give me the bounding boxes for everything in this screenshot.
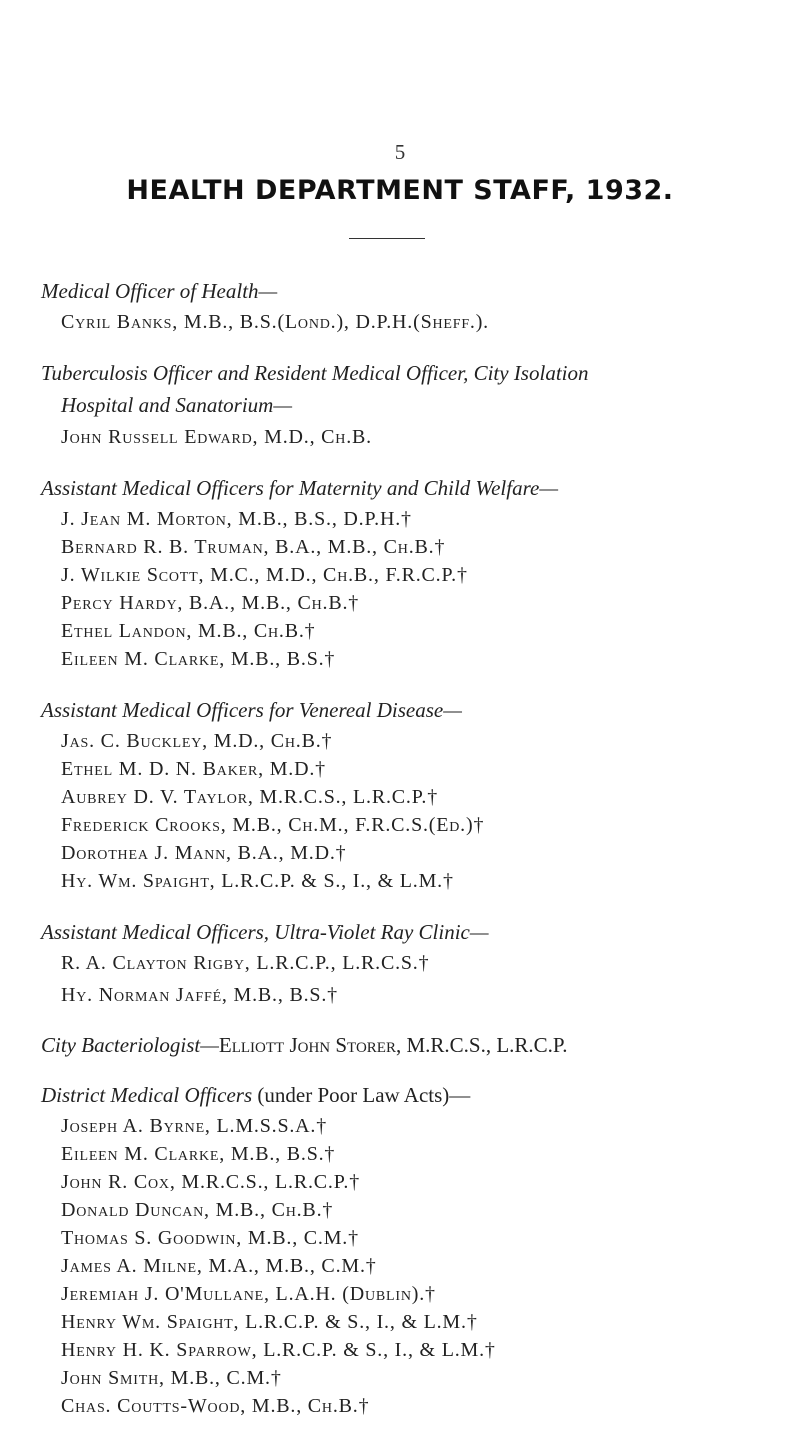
list-item: John Smith, M.B., C.M.†: [61, 1367, 282, 1389]
divider: [349, 238, 425, 239]
list-item: R. A. Clayton Rigby, L.R.C.P., L.R.C.S.†: [61, 952, 430, 974]
bacteriologist-label: City Bacteriologist—: [41, 1033, 219, 1057]
section-title-tb-continued: Hospital and Sanatorium—: [61, 393, 293, 417]
bacteriologist-name: Elliott John Storer, M.R.C.S., L.R.C.P.: [218, 1033, 568, 1057]
list-item: Ethel M. D. N. Baker, M.D.†: [61, 758, 326, 780]
district-label: District Medical Officers: [41, 1083, 253, 1107]
list-item: John Russell Edward, M.D., Ch.B.: [61, 426, 372, 448]
section-title-district: [41, 1083, 470, 1108]
section-title-bacteriologist: [41, 1033, 568, 1058]
list-item: Jas. C. Buckley, M.D., Ch.B.†: [61, 730, 333, 752]
list-item: Chas. Coutts-Wood, M.B., Ch.B.†: [61, 1395, 370, 1417]
list-item: James A. Milne, M.A., M.B., C.M.†: [61, 1255, 377, 1277]
page-number: 5: [394, 140, 406, 164]
page-title: HEALTH DEPARTMENT STAFF, 1932.: [126, 175, 674, 206]
list-item: Eileen M. Clarke, M.B., B.S.†: [61, 1143, 336, 1165]
section-title-tb: Tuberculosis Officer and Resident Medical Officer, City Isolation: [41, 361, 589, 385]
list-item: Hy. Wm. Spaight, L.R.C.P. & S., I., & L.M.†: [61, 870, 454, 892]
list-item: Henry H. K. Sparrow, L.R.C.P. & S., I., & L.M.†: [61, 1339, 496, 1361]
list-item: Eileen M. Clarke, M.B., B.S.†: [61, 648, 336, 670]
list-item: Aubrey D. V. Taylor, M.R.C.S., L.R.C.P.†: [61, 786, 439, 808]
list-item: Donald Duncan, M.B., Ch.B.†: [61, 1199, 334, 1221]
section-title-moh: Medical Officer of Health—: [41, 279, 278, 303]
list-item: Bernard R. B. Truman, B.A., M.B., Ch.B.†: [61, 536, 446, 558]
list-item: Dorothea J. Mann, B.A., M.D.†: [61, 842, 347, 864]
list-item: Joseph A. Byrne, L.M.S.S.A.†: [61, 1115, 328, 1137]
list-item: J. Wilkie Scott, M.C., M.D., Ch.B., F.R.C.P.†: [61, 564, 468, 586]
list-item: Percy Hardy, B.A., M.B., Ch.B.†: [61, 592, 360, 614]
section-title-maternity: Assistant Medical Officers for Maternity and Child Welfare—: [41, 476, 558, 500]
list-item: John R. Cox, M.R.C.S., L.R.C.P.†: [61, 1171, 361, 1193]
list-item: Thomas S. Goodwin, M.B., C.M.†: [61, 1227, 359, 1249]
list-item: Henry Wm. Spaight, L.R.C.P. & S., I., & L.M.†: [61, 1311, 478, 1333]
list-item: J. Jean M. Morton, M.B., B.S., D.P.H.†: [61, 508, 412, 530]
list-item: Jeremiah J. O'Mullane, L.A.H. (Dublin).†: [61, 1283, 436, 1305]
list-item: Ethel Landon, M.B., Ch.B.†: [61, 620, 316, 642]
section-title-venereal: Assistant Medical Officers for Venereal Disease—: [41, 698, 462, 722]
list-item: Frederick Crooks, M.B., Ch.M., F.R.C.S.(Ed.)†: [61, 814, 485, 836]
list-item: Hy. Norman Jaffé, M.B., B.S.†: [61, 984, 338, 1006]
list-item: Cyril Banks, M.B., B.S.(Lond.), D.P.H.(Sheff.).: [61, 311, 489, 333]
district-label-suffix: (under Poor Law Acts)—: [252, 1083, 471, 1107]
section-title-uv: Assistant Medical Officers, Ultra-Violet Ray Clinic—: [41, 920, 489, 944]
